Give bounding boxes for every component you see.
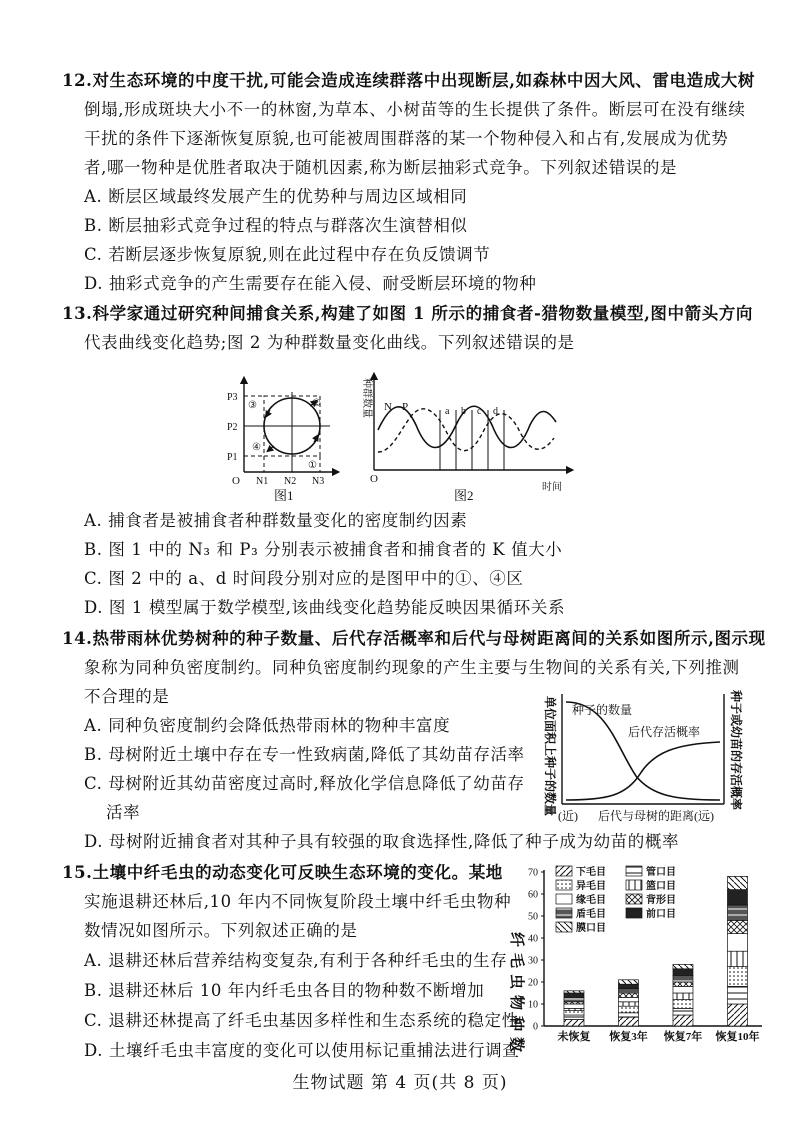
fig2-series-label-p: P (402, 401, 409, 413)
q15-legend-label: 膜口目 (576, 923, 606, 934)
q14-x-label-far: (远) (694, 809, 714, 823)
q15-bar-segment (727, 920, 747, 933)
q15-bar-segment (564, 1019, 584, 1026)
q15-bar-segment (564, 1015, 584, 1019)
fig1-y-label-p3: P3 (227, 392, 238, 403)
q15-bar-segment (673, 975, 693, 982)
q15-legend-swatch (556, 880, 572, 890)
q14-option-c-line-2: 活率 (106, 803, 141, 822)
q15-legend-swatch (556, 894, 572, 904)
q14-seed-survival-chart (536, 686, 748, 826)
q15-bar-segment (673, 986, 693, 993)
q14-x-axis-label: 后代与母树的距离 (598, 809, 695, 823)
q15-stem-line-2: 实施退耕还林后,10 年内不同恢复阶段土壤中纤毛虫物种 (84, 892, 512, 911)
fig2-time-label-c: c (477, 406, 482, 417)
q15-legend-swatch (556, 922, 572, 932)
fig1-caption: 图1 (274, 488, 294, 503)
q15-legend-label: 盾毛目 (576, 909, 606, 920)
q15-bar-segment (564, 991, 584, 993)
q15-legend-label: 前口目 (646, 909, 676, 920)
q15-y-tick-label: 0 (533, 1021, 538, 1033)
q13-stem-line-2: 代表曲线变化趋势;图 2 为种群数量变化曲线。下列叙述错误的是 (84, 333, 575, 352)
q15-legend-swatch (626, 866, 642, 876)
q15-bar-segment (673, 1015, 693, 1026)
fig2-time-label-a: a (445, 406, 450, 417)
q14-y-axis-label-right: 种子或幼苗的存活概率 (729, 690, 743, 811)
q14-y-axis-label-left: 单位面积上种子的数量 (543, 696, 557, 817)
q12-option-c: C. 若断层逐步恢复原貌,则在此过程中存在负反馈调节 (84, 245, 491, 264)
q12-stem-line-2: 倒塌,形成斑块大小不一的林窗,为草本、小树苗等的生长提供了条件。断层可在没有继续 (84, 100, 746, 119)
fig2-time-label-b: b (461, 406, 466, 417)
q15-bar-segment (727, 986, 747, 1004)
q15-legend-swatch (626, 894, 642, 904)
q15-bar-segment (618, 1002, 638, 1006)
fig1-region-4: ④ (252, 442, 261, 453)
fig1-origin: O (232, 475, 240, 487)
q12-stem-line-4: 者,哪一物种是优胜者取决于随机因素,称为断层抽彩式竞争。下列叙述错误的是 (84, 158, 678, 177)
q15-bar-segment (564, 993, 584, 997)
q15-bar-segment (673, 993, 693, 1000)
q12-option-a: A. 断层区域最终发展产生的优势种与周边区域相同 (84, 187, 468, 206)
q15-bar-segment (618, 993, 638, 997)
q15-bar-segment (673, 964, 693, 968)
q15-bar-segment (727, 905, 747, 920)
q15-bar-segment (673, 1008, 693, 1015)
q15-legend-swatch (626, 880, 642, 890)
q13-option-b: B. 图 1 中的 N₃ 和 P₃ 分别表示被捕食者和捕食者的 K 值大小 (84, 540, 563, 559)
q15-legend-swatch (556, 866, 572, 876)
q12-option-b: B. 断层抽彩式竞争过程的特点与群落次生演替相似 (84, 216, 468, 235)
q15-category-label: 未恢复 (557, 1031, 591, 1043)
fig1-x-label-n3: N3 (312, 476, 325, 487)
q15-bar-segment (673, 1000, 693, 1009)
q15-legend-swatch (556, 908, 572, 918)
q15-bar-segment (618, 1017, 638, 1026)
q15-category-label: 恢复7年 (663, 1031, 703, 1043)
q15-legend-label: 背形目 (646, 895, 676, 906)
fig2-time-label-d: d (493, 406, 498, 417)
q15-category-label: 恢复10年 (715, 1031, 760, 1043)
q15-bar-segment (727, 876, 747, 889)
q14-curve-label-seed-number: 种子的数量 (572, 703, 633, 717)
q15-bar-segment (618, 984, 638, 988)
q15-bar-segment (727, 1004, 747, 1026)
page-footer: 生物试题 第 4 页(共 8 页) (292, 1073, 508, 1093)
q14-stem-line-1: 14.热带雨林优势树种的种子数量、后代存活概率和后代与母树距离间的关系如图所示,图示现 (62, 629, 766, 648)
q15-y-tick-label: 60 (528, 889, 538, 901)
q13-option-d: D. 图 1 模型属于数学模型,该曲线变化趋势能反映因果循环关系 (84, 598, 566, 617)
q15-category-label: 恢复3年 (609, 1031, 648, 1043)
q15-bar-segment (673, 982, 693, 986)
q13-option-c: C. 图 2 中的 a、d 时间段分别对应的是图甲中的①、④区 (84, 569, 524, 588)
q12-stem-line-3: 干扰的条件下逐渐恢复原貌,也可能被周围群落的某一个物种侵入和占有,发展成为优势 (84, 129, 729, 148)
q15-option-c: C. 退耕还林提高了纤毛虫基因多样性和生态系统的稳定性 (84, 1011, 519, 1030)
q15-stem-line-3: 数情况如图所示。下列叙述正确的是 (84, 921, 358, 940)
q14-option-d: D. 母树附近捕食者对其种子具有较强的取食选择性,降低了种子成为幼苗的概率 (84, 832, 680, 851)
q14-stem-line-2: 象称为同种负密度制约。同种负密度制约现象的产生主要与生物间的关系有关,下列推测 (84, 658, 740, 677)
fig1-region-2: ② (312, 398, 321, 409)
q15-y-axis-label: 纤毛虫物种数 (508, 932, 524, 1059)
fig2-series-label-n: N (384, 401, 392, 413)
q13-option-a: A. 捕食者是被捕食者种群数量变化的密度制约因素 (84, 511, 468, 530)
q14-stem-line-3: 不合理的是 (84, 687, 170, 706)
q14-option-b: B. 母树附近土壤中存在专一性致病菌,降低了其幼苗存活率 (84, 745, 525, 764)
q13-stem-line-1: 13.科学家通过研究种间捕食关系,构建了如图 1 所示的捕食者-猎物数量模型,图中箭头方向 (62, 304, 754, 323)
q14-option-a: A. 同种负密度制约会降低热带雨林的物种丰富度 (84, 716, 451, 735)
q15-legend-label: 下毛目 (576, 867, 606, 878)
fig1-x-label-n1: N1 (256, 476, 269, 487)
q12-option-d: D. 抽彩式竞争的产生需要存在能入侵、耐受断层环境的物种 (84, 274, 537, 293)
q15-option-b: B. 退耕还林后 10 年内纤毛虫各目的物种数不断增加 (84, 981, 485, 1000)
q12-stem-line-1: 12.对生态环境的中度干扰,可能会造成连续群落中出现断层,如森林中因大风、雷电造成大树 (62, 71, 755, 90)
q15-legend-label: 异毛目 (576, 881, 606, 892)
q15-stem-line-1: 15.土壤中纤毛虫的动态变化可反映生态环境的变化。某地 (62, 863, 503, 882)
q15-legend-label: 缘毛目 (576, 895, 606, 906)
q15-bar-segment (727, 934, 747, 952)
q15-bar-segment (727, 890, 747, 905)
q15-y-tick-label: 10 (528, 999, 538, 1011)
q15-legend-swatch (626, 908, 642, 918)
fig1-y-label-p1: P1 (227, 452, 238, 463)
q14-x-label-near: (近) (558, 809, 578, 823)
fig2-x-axis-label: 时间 (542, 482, 562, 493)
q15-bar-segment (564, 1011, 584, 1015)
q15-bar-segment (618, 1013, 638, 1017)
fig1-region-1: ① (308, 460, 317, 471)
q15-y-tick-label: 50 (528, 911, 538, 923)
q15-bar-segment (618, 997, 638, 1001)
fig1-region-3: ③ (248, 400, 257, 411)
q15-option-a: A. 退耕还林后营养结构变复杂,有利于各种纤毛虫的生存 (84, 951, 508, 970)
q15-option-d: D. 土壤纤毛虫丰富度的变化可以使用标记重捕法进行调查 (84, 1041, 520, 1060)
q15-y-tick-label: 40 (528, 933, 538, 945)
q15-ciliate-species-chart (500, 858, 772, 1066)
q15-bar-segment (673, 969, 693, 976)
q15-y-tick-label: 20 (528, 977, 538, 989)
figure-1-predator-prey-model (222, 372, 342, 504)
q15-bar-segment (564, 1004, 584, 1008)
q15-y-tick-label: 30 (528, 955, 538, 967)
fig2-caption: 图2 (454, 488, 474, 503)
fig2-origin: O (370, 473, 378, 485)
figure-2-population-curves (352, 370, 577, 504)
q15-bar-segment (727, 967, 747, 987)
q15-y-tick-label: 70 (528, 867, 538, 879)
fig1-y-label-p2: P2 (227, 422, 238, 433)
fig2-y-axis-label: 种群数量 (361, 378, 372, 418)
q15-bar-segment (564, 997, 584, 1001)
q15-legend-label: 篮口目 (646, 881, 676, 892)
q15-bar-segment (618, 1006, 638, 1013)
q15-legend-label: 管口目 (646, 867, 676, 878)
q14-curve-label-survival: 后代存活概率 (628, 725, 701, 739)
fig1-x-label-n2: N2 (284, 476, 297, 487)
q15-bar-segment (618, 989, 638, 993)
q15-bar-segment (618, 980, 638, 984)
q14-option-c-line-1: C. 母树附近其幼苗密度过高时,释放化学信息降低了幼苗存 (84, 774, 525, 793)
q15-bar-segment (727, 951, 747, 966)
